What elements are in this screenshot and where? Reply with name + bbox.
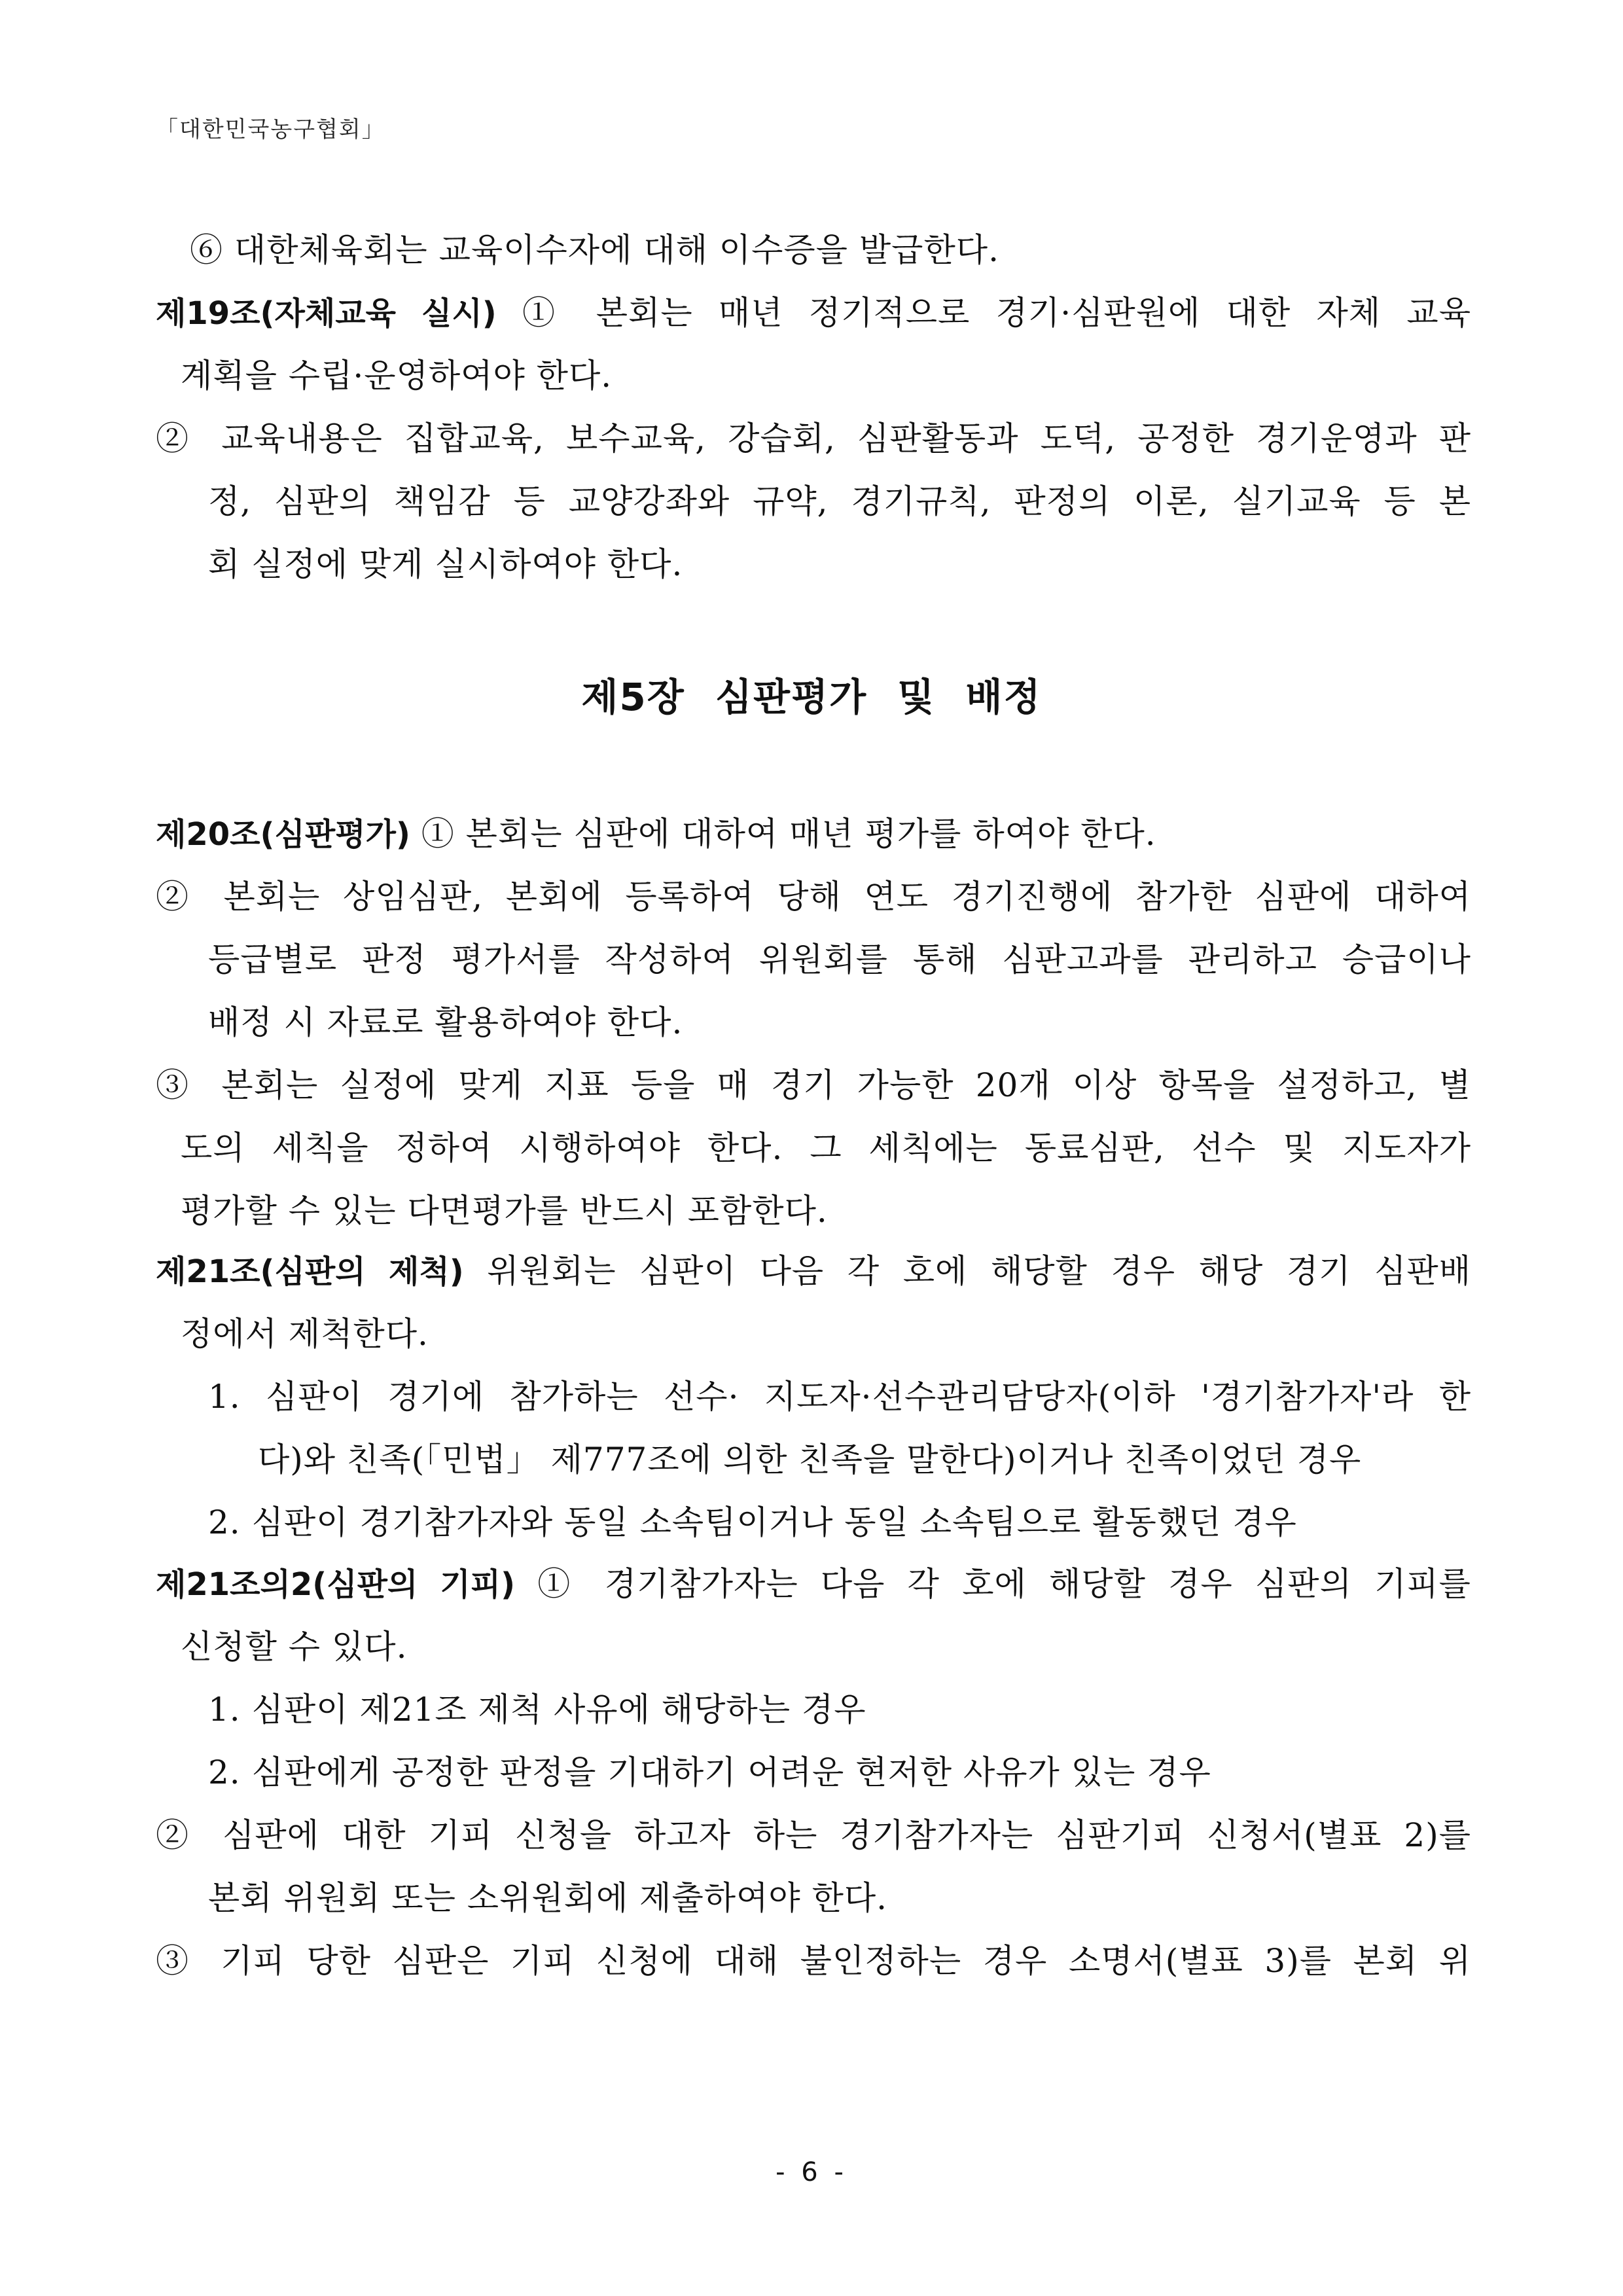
article-20-heading: 제20조(심판평가) — [156, 816, 410, 853]
article-19-para-2c: 회 실정에 맞게 실시하여야 한다. — [208, 545, 683, 583]
article-21-heading: 제21조(심판의 제척) — [156, 1253, 464, 1290]
article-21-body-a: 위원회는 심판이 다음 각 호에 해당할 경우 해당 경기 심판배 — [463, 1252, 1471, 1290]
article-21-2-para-1b: 신청할 수 있다. — [181, 1628, 408, 1666]
article-20-para-3c: 평가할 수 있는 다면평가를 반드시 포함한다. — [181, 1192, 828, 1230]
article-21-item-1b: 다)와 친족(「민법」 제777조에 의한 친족을 말한다)이거나 친족이었던 경우 — [258, 1441, 1362, 1479]
document-header: 「대한민국농구협회」 — [156, 117, 385, 143]
article-21-item-2: 2. 심판이 경기참가자와 동일 소속팀이거나 동일 소속팀으로 활동했던 경우 — [208, 1503, 1297, 1541]
article-21-2-para-2a: ② 심판에 대한 기피 신청을 하고자 하는 경기참가자는 심판기피 신청서(별표 2)를 — [156, 1816, 1471, 1854]
article-21-2-line-1 — [156, 1564, 1471, 1604]
article-21-2-para-2b: 본회 위원회 또는 소위원회에 제출하여야 한다. — [208, 1879, 888, 1917]
article-20-para-3a: ③ 본회는 실정에 맞게 지표 등을 매 경기 가능한 20개 이상 항목을 설정하고, 별 — [156, 1066, 1471, 1104]
article-19-para-2a: ② 교육내용은 집합교육, 보수교육, 강습회, 심판활동과 도덕, 공정한 경기운영과 판 — [156, 420, 1471, 457]
article-21-2-para-3a: ③ 기피 당한 심판은 기피 신청에 대해 불인정하는 경우 소명서(별표 3)를 본회 위 — [156, 1942, 1471, 1980]
article-20-line-1 — [156, 814, 1156, 854]
article-20-para-1: ① 본회는 심판에 대하여 매년 평가를 하여야 한다. — [410, 815, 1156, 853]
article-20-para-2a: ② 본회는 상임심판, 본회에 등록하여 당해 연도 경기진행에 참가한 심판에 대하여 — [156, 878, 1471, 916]
article-21-2-item-2: 2. 심판에게 공정한 판정을 기대하기 어려운 현저한 사유가 있는 경우 — [208, 1753, 1211, 1791]
article-21-item-1a: 1. 심판이 경기에 참가하는 선수· 지도자·선수관리담당자(이하 '경기참가자'라 한 — [208, 1378, 1471, 1416]
chapter-title: 제5장 심판평가 및 배정 — [581, 675, 1042, 719]
article-19-line-1 — [156, 293, 1471, 333]
article-20-para-2b: 등급별로 판정 평가서를 작성하여 위원회를 통해 심판고과를 관리하고 승급이나 — [208, 941, 1471, 978]
article-19-para-1b: 계획을 수립·운영하여야 한다. — [181, 357, 613, 395]
article-21-body-b: 정에서 제척한다. — [181, 1315, 429, 1353]
article-20-para-2c: 배정 시 자료로 활용하여야 한다. — [208, 1003, 683, 1041]
prev-item-6: ⑥ 대한체육회는 교육이수자에 대해 이수증을 발급한다. — [190, 231, 999, 269]
article-21-2-heading: 제21조의2(심판의 기피) — [156, 1566, 516, 1603]
article-19-para-1a: ① 본회는 매년 정기적으로 경기·심판원에 대한 자체 교육 — [496, 294, 1471, 332]
article-21-2-item-1: 1. 심판이 제21조 제척 사유에 해당하는 경우 — [208, 1691, 866, 1729]
page-number: - 6 - — [776, 2157, 847, 2187]
article-21-line-1 — [156, 1251, 1471, 1291]
article-19-heading: 제19조(자체교육 실시) — [156, 295, 497, 332]
article-21-2-para-1a: ① 경기참가자는 다음 각 호에 해당할 경우 심판의 기피를 — [515, 1565, 1471, 1603]
article-20-para-3b: 도의 세칙을 정하여 시행하여야 한다. 그 세칙에는 동료심판, 선수 및 지도자가 — [181, 1129, 1471, 1167]
article-19-para-2b: 정, 심판의 책임감 등 교양강좌와 규약, 경기규칙, 판정의 이론, 실기교육 등 본 — [208, 482, 1471, 520]
